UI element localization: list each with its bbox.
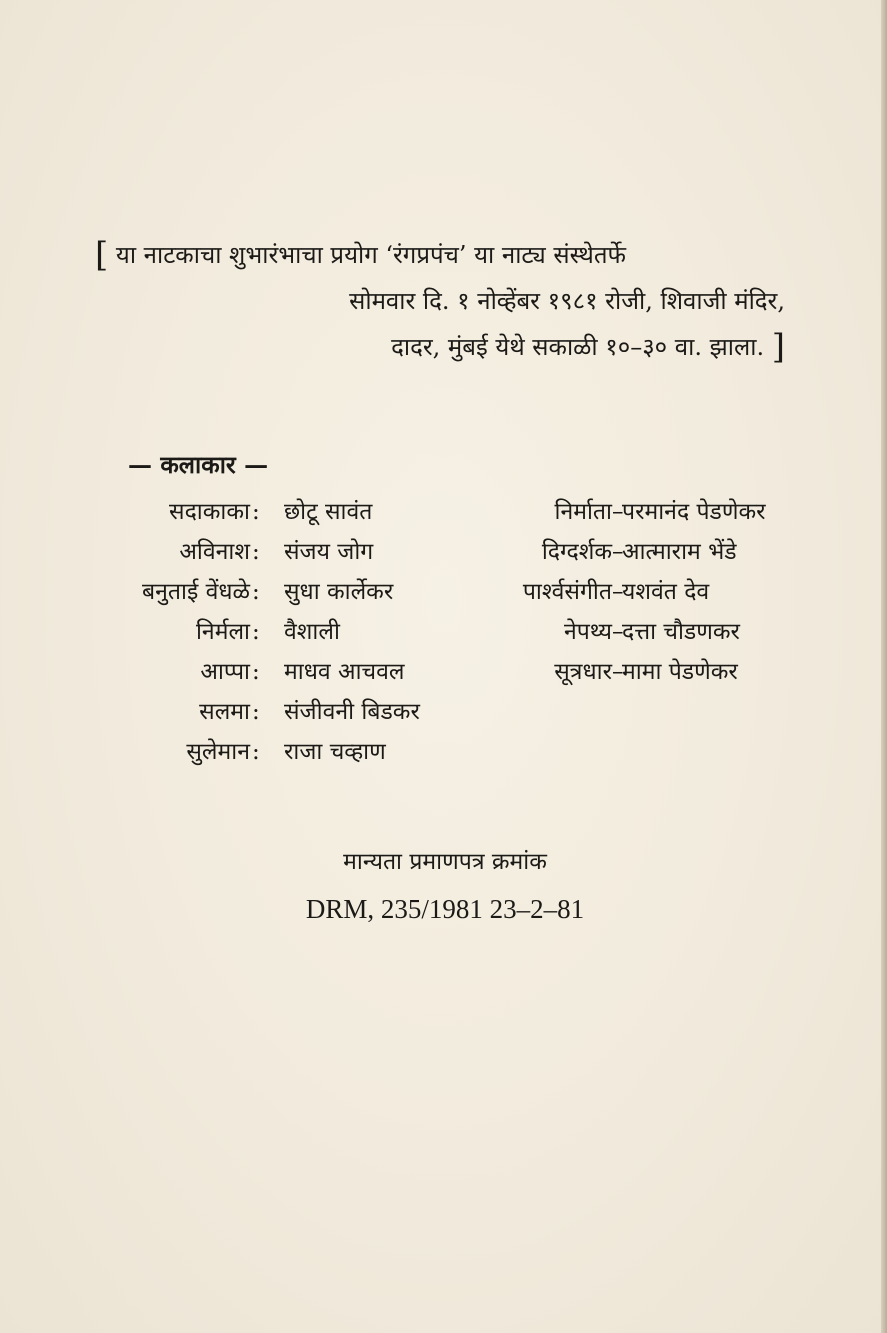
cast-row — [40, 652, 460, 692]
crew-name: दत्ता चौडणकर — [622, 619, 740, 645]
close-bracket: ] — [771, 327, 785, 367]
cast-role: बनुताई वेंधळे — [142, 579, 250, 605]
cast-role: सुलेमान — [186, 739, 250, 765]
cast-actor: वैशाली — [284, 619, 340, 645]
cast-row — [40, 732, 460, 772]
premiere-note — [95, 232, 785, 370]
crew-separator: – — [612, 499, 624, 525]
cast-role: निर्मला — [195, 619, 250, 645]
crew-row — [430, 572, 830, 612]
crew-name: परमानंद पेडणेकर — [622, 499, 766, 525]
crew-separator: – — [612, 619, 624, 645]
crew-name: आत्माराम भेंडे — [622, 539, 737, 565]
crew-row — [430, 652, 830, 692]
premiere-line-1 — [95, 232, 785, 278]
certificate-number: DRM, 235/1981 23–2–81 — [305, 894, 585, 924]
crew-row — [430, 612, 830, 652]
crew-list — [430, 492, 830, 692]
crew-separator: – — [612, 539, 624, 565]
crew-name: यशवंत देव — [622, 579, 710, 605]
page-edge — [881, 0, 887, 1333]
cast-row — [40, 532, 460, 572]
cast-separator: : — [252, 579, 260, 605]
cast-row — [40, 692, 460, 732]
crew-row — [430, 492, 830, 532]
crew-separator: – — [612, 579, 624, 605]
certificate-block — [230, 842, 660, 932]
cast-actor: सुधा कार्लेकर — [284, 579, 394, 605]
cast-role: सदाकाका — [169, 499, 250, 525]
cast-actor: संजय जोग — [284, 539, 374, 565]
cast-actor: राजा चव्हाण — [284, 739, 386, 765]
cast-separator: : — [252, 499, 260, 525]
crew-row — [430, 532, 830, 572]
cast-separator: : — [252, 699, 260, 725]
cast-heading: — कलाकार — — [128, 450, 269, 479]
crew-role: दिग्दर्शक — [541, 539, 612, 565]
certificate-label: मान्यता प्रमाणपत्र क्रमांक — [343, 849, 547, 875]
premiere-line-3 — [95, 324, 785, 370]
crew-role: पार्श्वसंगीत — [522, 579, 612, 605]
cast-separator: : — [252, 739, 260, 765]
premiere-text-2: सोमवार दि. १ नोव्हेंबर १९८१ रोजी, शिवाजी मंदिर, — [349, 287, 785, 315]
premiere-text-3: दादर, मुंबई येथे सकाळी १०–३० वा. झाला. — [391, 333, 765, 361]
cast-list — [40, 492, 460, 772]
crew-role: नेपथ्य — [563, 619, 612, 645]
premiere-line-2 — [95, 278, 785, 324]
cast-separator: : — [252, 619, 260, 645]
cast-separator: : — [252, 539, 260, 565]
cast-role: आप्पा — [200, 659, 250, 685]
cast-row — [40, 572, 460, 612]
cast-separator: : — [252, 659, 260, 685]
crew-separator: – — [612, 659, 624, 685]
crew-name: मामा पेडणेकर — [622, 659, 738, 685]
crew-role: निर्माता — [554, 499, 612, 525]
cast-row — [40, 612, 460, 652]
cast-actor: संजीवनी बिडकर — [284, 699, 420, 725]
premiere-text-1: या नाटकाचा शुभारंभाचा प्रयोग ‘रंगप्रपंच’ या नाट्य संस्थेतर्फे — [115, 241, 626, 269]
cast-row — [40, 492, 460, 532]
cast-role: अविनाश — [179, 539, 250, 565]
open-bracket: [ — [95, 235, 109, 275]
cast-actor: माधव आचवल — [284, 659, 405, 685]
crew-role: सूत्रधार — [554, 659, 612, 685]
cast-role: सलमा — [199, 699, 250, 725]
cast-actor: छोटू सावंत — [284, 499, 373, 525]
